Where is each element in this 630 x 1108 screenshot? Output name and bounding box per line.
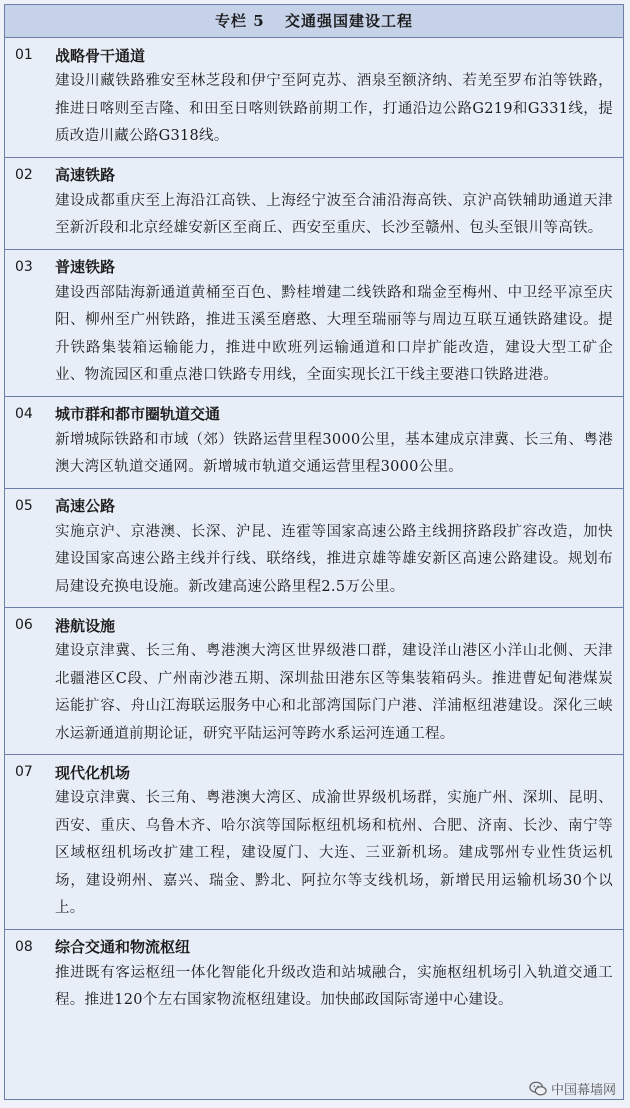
section-title: 战略骨干通道: [55, 46, 146, 65]
section-index: 06: [15, 617, 33, 633]
section-06: [5, 608, 623, 755]
watermark: [529, 1079, 616, 1098]
section-title: 城市群和都市圈轨道交通: [55, 405, 221, 423]
section-03: [5, 250, 623, 397]
section-body: 建设西部陆海新通道黄桶至百色、黔桂增建二线铁路和瑞金至梅州、中卫经平凉至庆阳、柳州至广州铁路，推进玉溪至磨憨、大理至瑞丽等与周边互联互通铁路建设。提升铁路集装箱运输能力，推进中欧班列运输通道和口岸扩能改造，建设大型工矿企业、物流园区和重点港口铁路专用线，全面实现长江干线主要港口铁路进港。: [55, 284, 613, 383]
section-05: [5, 489, 623, 609]
column-number: 专栏 5: [215, 12, 265, 30]
section-title: 高速公路: [55, 497, 116, 515]
wechat-icon: [529, 1080, 547, 1098]
section-header: [15, 162, 613, 188]
section-index: 08: [15, 938, 33, 955]
section-header: [15, 759, 613, 785]
section-index: 07: [15, 764, 33, 780]
section-07: [5, 755, 623, 930]
section-body: 建设京津冀、长三角、粤港澳大湾区世界级港口群，建设洋山港区小洋山北侧、天津北疆港区C段、广州南沙港五期、深圳盐田港东区等集装箱码头。推进曹妃甸港煤炭运能扩容、舟山江海联运服务中心和北部湾国际门户港、洋浦枢纽港建设。深化三峡水运新通道前期论证，研究平陆运河等跨水系运河连通工程。: [55, 643, 613, 742]
section-02: [5, 158, 623, 250]
section-title: 普速铁路: [55, 258, 116, 276]
section-index: 03: [15, 258, 33, 275]
section-title: 港航设施: [55, 616, 116, 635]
section-header: [15, 612, 613, 638]
section-body: 建设川藏铁路雅安至林芝段和伊宁至阿克苏、酒泉至额济纳、若羌至罗布泊等铁路，推进日喀则至吉隆、和田至日喀则铁路前期工作，打通沿边公路G219和G331线，提质改造川藏公路G318线。: [55, 73, 613, 144]
watermark-text: 中国幕墙网: [550, 1083, 616, 1098]
column-box: [4, 4, 624, 1100]
section-title: 综合交通和物流枢纽: [55, 938, 191, 956]
section-body: 建设成都重庆至上海沿江高铁、上海经宁波至合浦沿海高铁、京沪高铁辅助通道天津至新沂段和北京经雄安新区至商丘、西安至重庆、长沙至赣州、包头至银川等高铁。: [55, 192, 613, 236]
section-index: 02: [15, 166, 33, 183]
section-body: 建设京津冀、长三角、粤港澳大湾区、成渝世界级机场群，实施广州、深圳、昆明、西安、重庆、乌鲁木齐、哈尔滨等国际枢纽机场和杭州、合肥、济南、长沙、南宁等区域枢纽机场改扩建工程，建设厦门、大连、三亚新机场。建成鄂州专业性货运机场，建设朔州、嘉兴、瑞金、黔北、阿拉尔等支线机场，新增民用运输机场30个以上。: [55, 790, 613, 916]
section-header: [15, 934, 613, 960]
section-body: 新增城际铁路和市域（郊）铁路运营里程3000公里，基本建成京津冀、长三角、粤港澳大湾区轨道交通网。新增城市轨道交通运营里程3000公里。: [55, 431, 613, 475]
section-title: 高速铁路: [55, 166, 116, 184]
section-08: [5, 930, 623, 1021]
column-title: 交通强国建设工程: [284, 12, 413, 30]
section-index: 01: [15, 47, 33, 63]
section-body: 实施京沪、京港澳、长深、沪昆、连霍等国家高速公路主线拥挤路段扩容改造，加快建设国家高速公路主线并行线、联络线，推进京雄等雄安新区高速公路建设。规划布局建设充换电设施。新改建高速公路里程2.5万公里。: [55, 523, 613, 595]
column-header: [5, 5, 623, 38]
section-list: [5, 38, 623, 1021]
section-body: 推进既有客运枢纽一体化智能化升级改造和站城融合，实施枢纽机场引入轨道交通工程。推进120个左右国家物流枢纽建设。加快邮政国际寄递中心建设。: [55, 964, 613, 1008]
section-index: 04: [15, 405, 33, 422]
section-index: 05: [15, 497, 33, 514]
section-01: [5, 38, 623, 158]
section-04: [5, 397, 623, 489]
section-header: [15, 493, 613, 519]
section-header: [15, 42, 613, 68]
section-header: [15, 401, 613, 427]
section-title: 现代化机场: [55, 763, 131, 782]
section-header: [15, 254, 613, 280]
